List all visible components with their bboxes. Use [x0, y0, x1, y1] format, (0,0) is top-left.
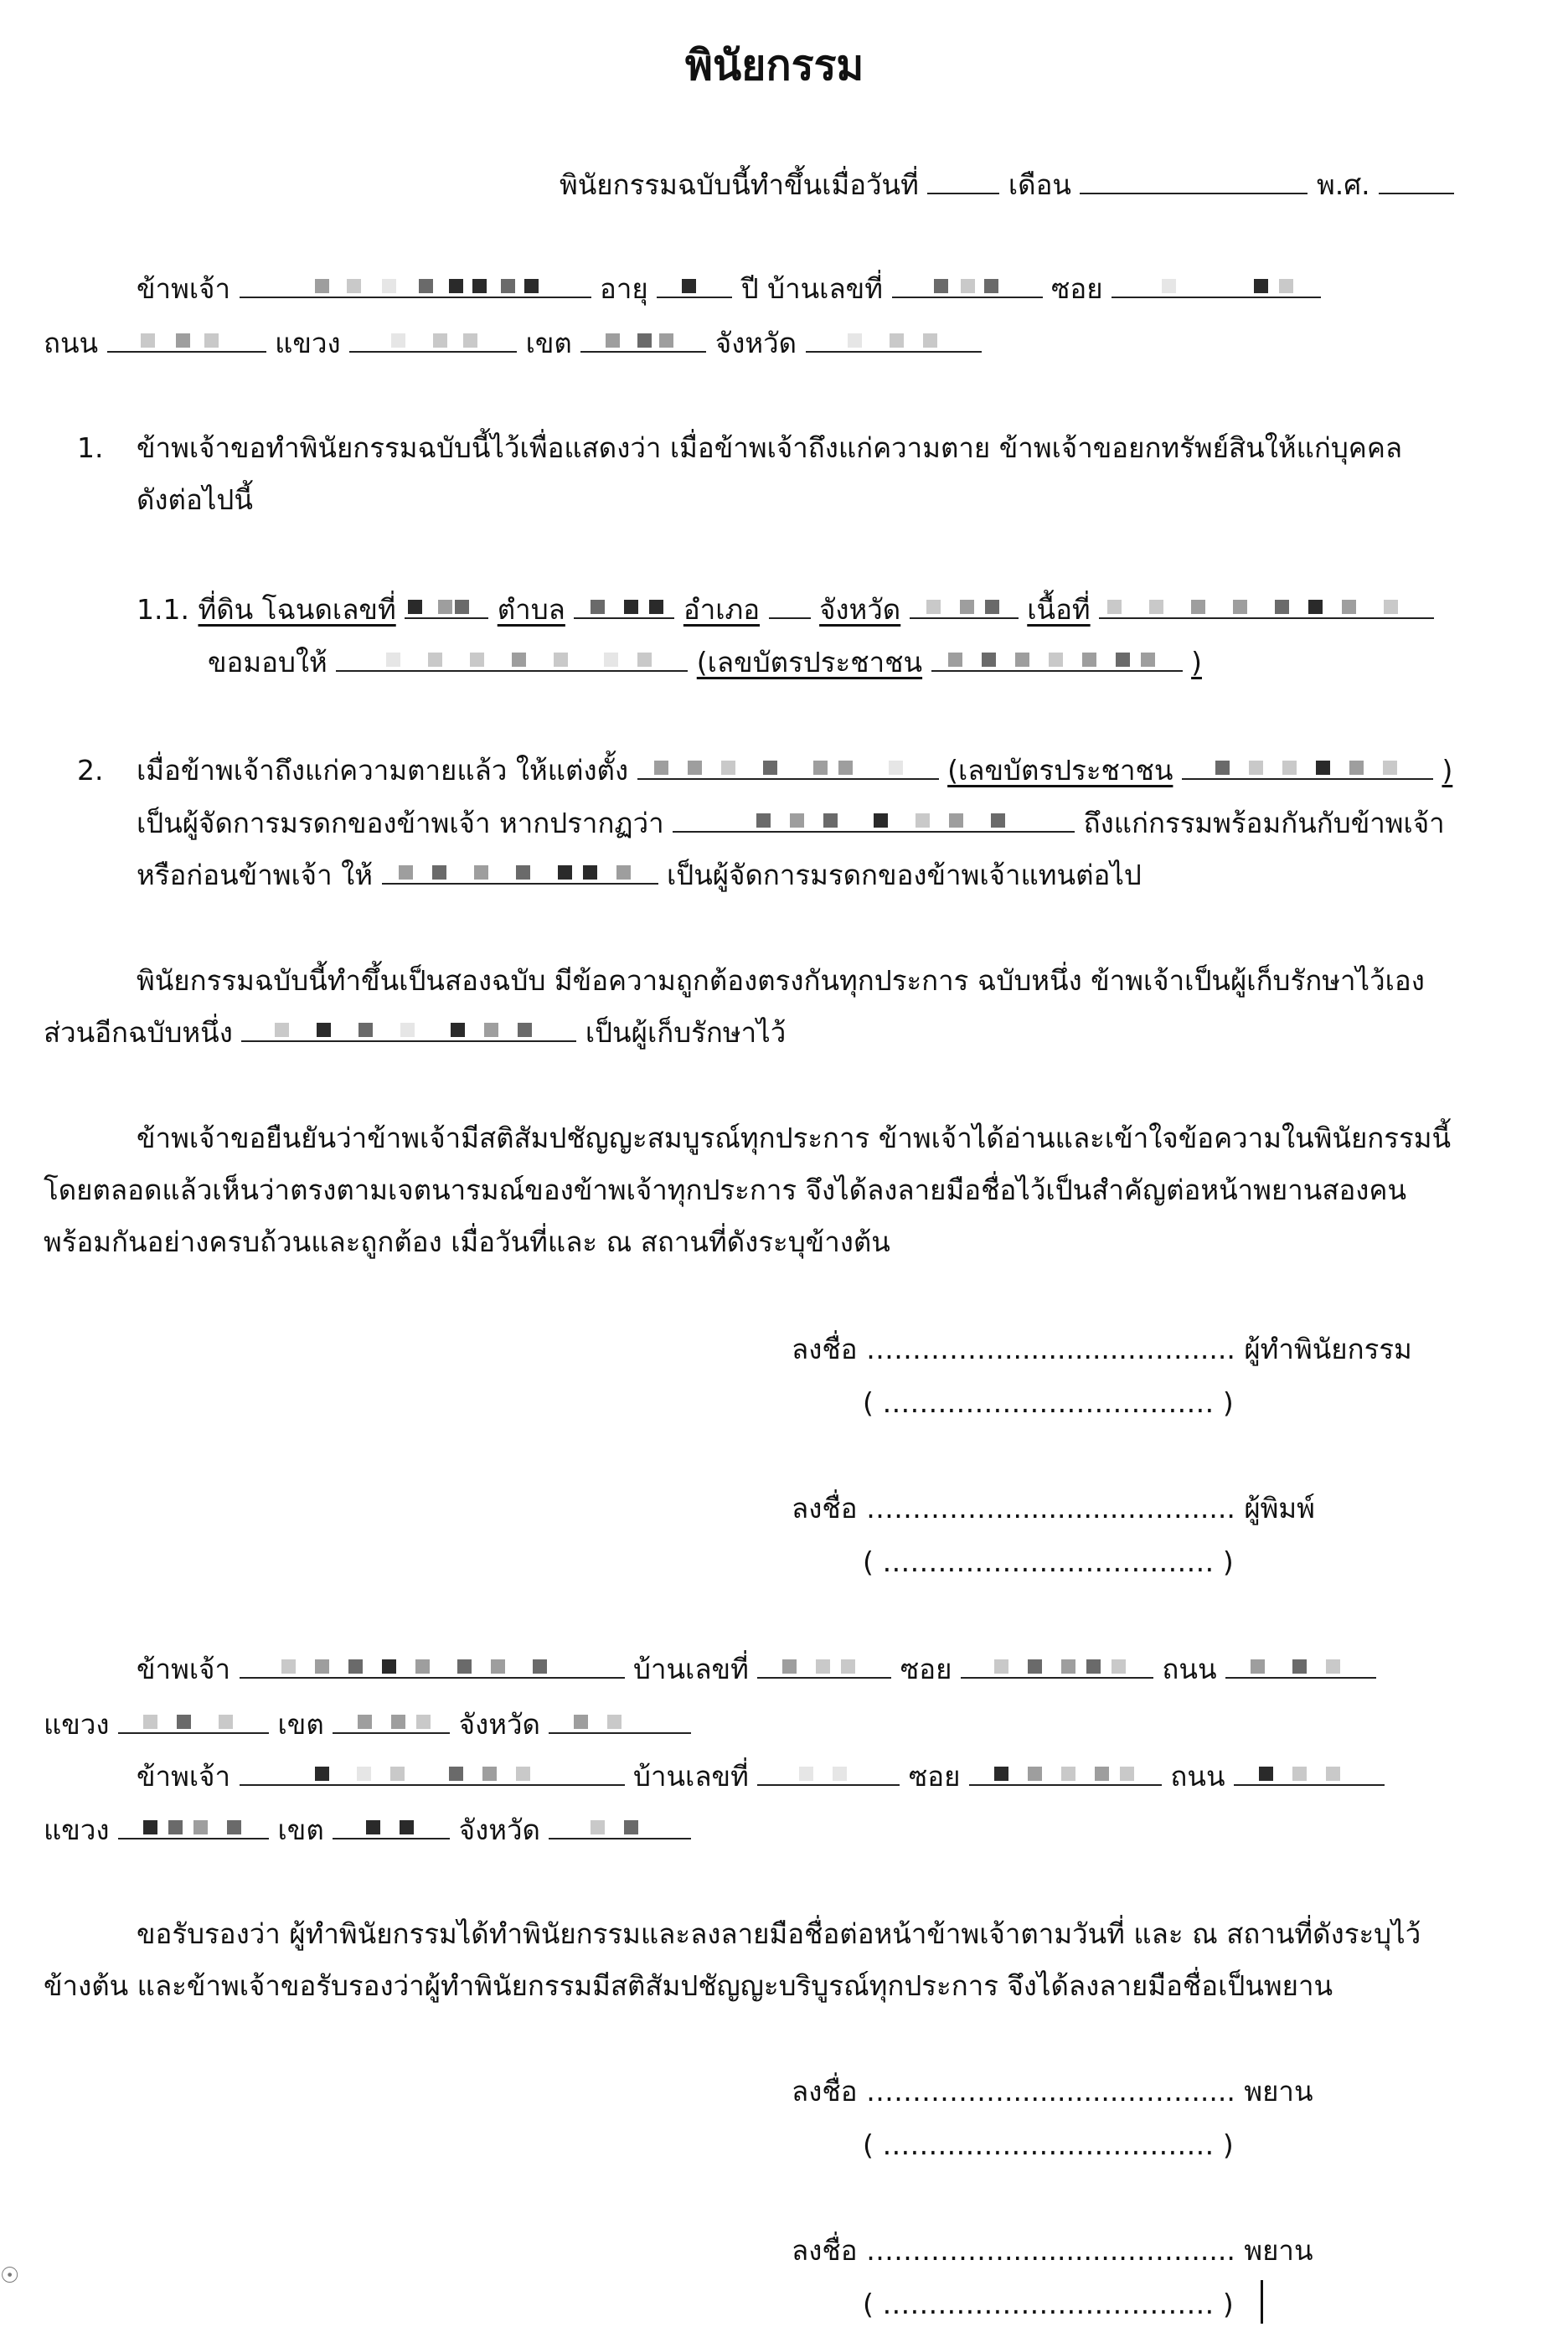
redacted-amphoe [769, 592, 811, 619]
redacted-age [657, 271, 732, 298]
land-province-label: จังหวัด [819, 593, 901, 626]
witness-2-house-label: บ้านเลขที่ [633, 1760, 749, 1793]
redacted-land-province [910, 592, 1019, 619]
text-cursor [1261, 2280, 1263, 2324]
alternate-executor-role-text: เป็นผู้จัดการมรดกของข้าพเจ้าแทนต่อไป [667, 859, 1142, 891]
date-label: พินัยกรรมฉบับนี้ทำขึ้นเมื่อวันที่ [560, 168, 919, 201]
signature-testator [792, 1330, 1412, 1369]
tambon-label: ตำบล [497, 593, 565, 626]
clause-2-line-3 [137, 856, 1142, 895]
signature-line: ลงชื่อ ……………..............……...... [792, 1333, 1235, 1365]
clause-2-number: 2. [77, 754, 104, 787]
redacted-witness-1-road [1225, 1652, 1376, 1679]
clause-2-line-1 [137, 751, 1452, 790]
year-label: พ.ศ. [1316, 168, 1370, 201]
clause-1-text-a: ข้าพเจ้าขอทำพินัยกรรมฉบับนี้ไว้เพื่อแสดงว่า เมื่อข้าพเจ้าถึงแก่ความตาย ข้าพเจ้าขอยกทรัพย์สินให้แก่บุคคล [137, 431, 1403, 464]
area-label: เขต [525, 327, 572, 359]
redacted-copy-keeper [241, 1015, 576, 1042]
beneficiary-id-close: ) [1191, 646, 1202, 678]
witness-1-area-label: เขต [277, 1708, 324, 1741]
redacted-executor-name [637, 753, 939, 780]
witness-1-province-label: จังหวัด [458, 1708, 540, 1741]
redacted-witness-1-soi [961, 1652, 1153, 1679]
executor-id-close: ) [1442, 754, 1453, 787]
witness-1-line-1 [137, 1650, 1376, 1689]
month-label: เดือน [1008, 168, 1071, 201]
signature-role-typist: ผู้พิมพ์ [1244, 1492, 1315, 1525]
certify-line-1: ขอรับรองว่า ผู้ทำพินัยกรรมได้ทำพินัยกรรมและลงลายมือชื่อต่อหน้าข้าพเจ้าตามวันที่ และ ณ สถานที่ดังระบุไว้ [137, 1917, 1421, 1950]
signature-testator-name: ( ……………………………… ) [863, 1386, 1234, 1419]
redacted-province [806, 326, 982, 353]
corner-mark-icon: ☉ [0, 2263, 20, 2288]
signature-role-witness-2: พยาน [1244, 2234, 1313, 2267]
clause-2-line-2 [137, 804, 1445, 843]
beneficiary-id-label: (เลขบัตรประชาชน [696, 646, 923, 678]
signature-witness-1 [792, 2072, 1313, 2111]
testator-label: ข้าพเจ้า [137, 272, 230, 305]
copies-line-1: พินัยกรรมฉบับนี้ทำขึ้นเป็นสองฉบับ มีข้อความถูกต้องตรงกันทุกประการ ฉบับหนึ่ง ข้าพเจ้าเป็นผู้เก็บรักษาไว้เอง [137, 964, 1425, 997]
witness-2-area-label: เขต [277, 1814, 324, 1846]
signature-witness-2 [792, 2232, 1313, 2270]
redacted-land-area [1099, 592, 1434, 619]
document-title: พินัยกรรม [685, 41, 864, 90]
land-area-label: เนื้อที่ [1027, 593, 1091, 626]
executor-appoint-text: เมื่อข้าพเจ้าถึงแก่ความตายแล้ว ให้แต่งตั้ง [137, 754, 629, 787]
testator-line-1 [137, 270, 1321, 308]
house-no-label: บ้านเลขที่ [767, 272, 883, 305]
age-label: อายุ [600, 272, 648, 305]
witness-1-district-label: แขวง [44, 1708, 110, 1741]
keeper-role-text: เป็นผู้เก็บรักษาไว้ [585, 1016, 787, 1049]
signature-typist [792, 1489, 1315, 1528]
signature-typist-name: ( ……………………………… ) [863, 1545, 1234, 1578]
redacted-witness-1-house [757, 1652, 891, 1679]
signature-role-testator: ผู้ทำพินัยกรรม [1244, 1333, 1412, 1365]
province-label: จังหวัด [714, 327, 797, 359]
witness-2-label: ข้าพเจ้า [137, 1760, 230, 1793]
witness-2-line-2 [44, 1811, 691, 1850]
signature-witness-1-name: ( ……………………………… ) [863, 2128, 1234, 2161]
redacted-witness-2-soi [969, 1759, 1162, 1786]
redacted-road [107, 326, 266, 353]
redacted-alternate-executor [382, 858, 658, 885]
month-blank [1080, 168, 1308, 194]
witness-1-soi-label: ซอย [900, 1653, 952, 1685]
redacted-witness-2-road [1234, 1759, 1385, 1786]
give-to-label: ขอมอบให้ [208, 646, 328, 678]
redacted-witness-2-name [240, 1759, 625, 1786]
executor-role-text: เป็นผู้จัดการมรดกของข้าพเจ้า หากปรากฏว่า [137, 807, 664, 839]
testator-line-2 [44, 324, 982, 363]
redacted-alternate-condition-name [673, 806, 1075, 833]
simultaneous-death-text: ถึงแก่กรรมพร้อมกันกับข้าพเจ้า [1083, 807, 1445, 839]
witness-2-line-1 [137, 1757, 1385, 1796]
signature-witness-2-name[interactable]: ( ……………………………… ) [863, 2288, 1234, 2320]
soi-label: ซอย [1051, 272, 1103, 305]
clause-1-text-b: ดังต่อไปนี้ [137, 483, 253, 516]
witness-2-road-label: ถนน [1170, 1760, 1225, 1793]
confirm-line-3: พร้อมกันอย่างครบถ้วนและถูกต้อง เมื่อวันที่และ ณ สถานที่ดังระบุข้างต้น [44, 1225, 890, 1258]
witness-1-road-label: ถนน [1162, 1653, 1217, 1685]
redacted-tambon [574, 592, 674, 619]
certify-line-2: ข้างต้น และข้าพเจ้าขอรับรองว่าผู้ทำพินัยกรรมมีสติสัมปชัญญะบริบูรณ์ทุกประการ จึงได้ลงลายมือชื่อเป็นพยาน [44, 1969, 1333, 2002]
clause-1-1-line-1 [137, 591, 1434, 629]
confirm-line-2: โดยตลอดแล้วเห็นว่าตรงตามเจตนารมณ์ของข้าพเจ้าทุกประการ จึงได้ลงลายมือชื่อไว้เป็นสำคัญต่อหน้าพยานสองคน [44, 1174, 1407, 1206]
date-line [560, 166, 1454, 204]
witness-1-house-label: บ้านเลขที่ [633, 1653, 749, 1685]
witness-1-label: ข้าพเจ้า [137, 1653, 230, 1685]
redacted-testator-name [240, 271, 591, 298]
witness-1-line-2 [44, 1705, 691, 1744]
copies-line-2 [44, 1014, 786, 1052]
witness-2-district-label: แขวง [44, 1814, 110, 1846]
amphoe-label: อำเภอ [683, 593, 761, 626]
redacted-house-no [892, 271, 1043, 298]
redacted-beneficiary-name [336, 645, 688, 672]
redacted-witness-1-area [333, 1707, 450, 1734]
years-label: ปี [740, 272, 759, 305]
redacted-soi [1112, 271, 1321, 298]
signature-line: ลงชื่อ ……………..............……...... [792, 1492, 1235, 1525]
clause-1-1-number: 1.1. [137, 593, 189, 626]
or-before-text: หรือก่อนข้าพเจ้า ให้ [137, 859, 373, 891]
witness-2-soi-label: ซอย [908, 1760, 961, 1793]
redacted-witness-2-district [118, 1813, 269, 1839]
clause-1-1-line-2 [208, 643, 1202, 682]
redacted-witness-1-province [549, 1707, 691, 1734]
signature-line: ลงชื่อ ……………..............……...... [792, 2075, 1235, 2108]
redacted-witness-2-house [757, 1759, 900, 1786]
day-blank [927, 168, 999, 194]
year-blank [1379, 168, 1454, 194]
signature-role-witness-1: พยาน [1244, 2075, 1313, 2108]
redacted-area [580, 326, 706, 353]
road-label: ถนน [44, 327, 99, 359]
redacted-deed-no [405, 592, 488, 619]
redacted-witness-2-province [549, 1813, 691, 1839]
redacted-district [349, 326, 517, 353]
witness-2-province-label: จังหวัด [458, 1814, 540, 1846]
clause-1-number: 1. [77, 431, 104, 464]
district-label: แขวง [275, 327, 341, 359]
redacted-executor-id [1182, 753, 1433, 780]
other-copy-label: ส่วนอีกฉบับหนึ่ง [44, 1016, 233, 1049]
redacted-witness-2-area [333, 1813, 450, 1839]
redacted-witness-1-district [118, 1707, 269, 1734]
executor-id-label: (เลขบัตรประชาชน [947, 754, 1173, 787]
land-deed-label: ที่ดิน โฉนดเลขที่ [198, 593, 396, 626]
redacted-beneficiary-id [931, 645, 1183, 672]
signature-line: ลงชื่อ ……………..............……...... [792, 2234, 1235, 2267]
redacted-witness-1-name [240, 1652, 625, 1679]
confirm-line-1: ข้าพเจ้าขอยืนยันว่าข้าพเจ้ามีสติสัมปชัญญะสมบูรณ์ทุกประการ ข้าพเจ้าได้อ่านและเข้าใจข้อความในพินัยกรรมนี้ [137, 1122, 1452, 1154]
